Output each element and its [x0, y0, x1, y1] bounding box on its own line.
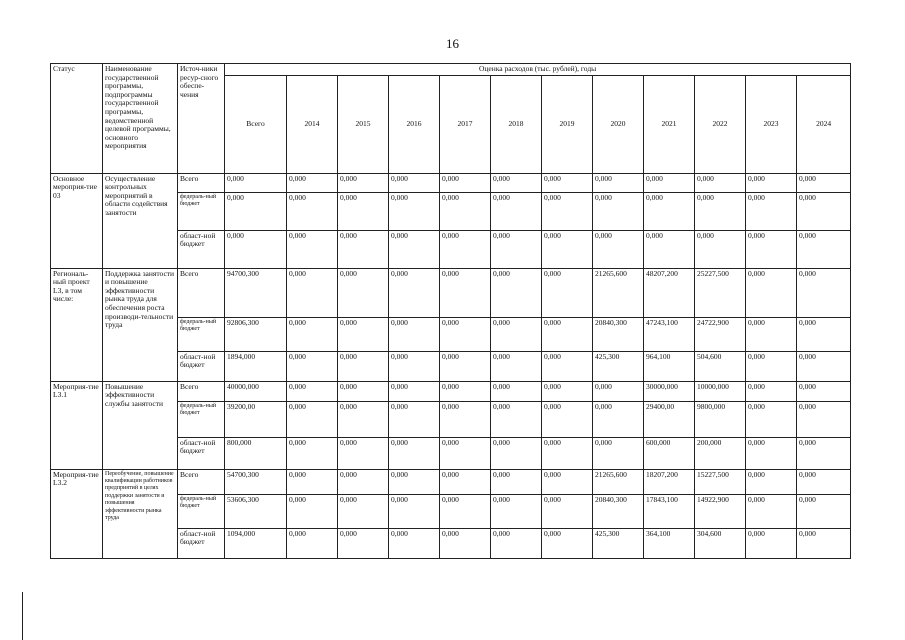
total-value-cell: 40000,000	[225, 381, 287, 401]
year-value-cell: 0,000	[338, 268, 389, 317]
year-value-cell: 425,300	[593, 351, 644, 381]
year-value-cell: 0,000	[287, 192, 338, 230]
header-status: Статус	[51, 64, 103, 174]
header-name: Наименование государственной программы, подпрограммы государственной программы, ведомственной целевой программы, основного мероприятия	[103, 64, 178, 174]
year-value-cell: 15227,500	[695, 469, 746, 494]
year-value-cell: 0,000	[797, 230, 851, 268]
year-value-cell: 25227,500	[695, 268, 746, 317]
year-value-cell: 9800,000	[695, 401, 746, 437]
header-row	[51, 64, 851, 76]
year-value-cell: 0,000	[287, 381, 338, 401]
status-cell: Региональ-ный проект L3, в том числе:	[51, 268, 103, 381]
source-cell: област-ной бюджет	[178, 437, 225, 469]
year-value-cell: 48207,200	[644, 268, 695, 317]
year-value-cell: 0,000	[338, 494, 389, 528]
year-value-cell: 425,300	[593, 528, 644, 558]
table-row	[51, 173, 851, 192]
year-value-cell: 0,000	[389, 192, 440, 230]
total-value-cell: 54700,300	[225, 469, 287, 494]
year-value-cell: 0,000	[746, 268, 797, 317]
source-cell: област-ной бюджет	[178, 351, 225, 381]
table-row	[51, 268, 851, 317]
year-value-cell: 0,000	[542, 381, 593, 401]
year-value-cell: 0,000	[542, 401, 593, 437]
year-value-cell: 0,000	[797, 494, 851, 528]
year-value-cell: 0,000	[491, 317, 542, 351]
year-value-cell: 0,000	[440, 230, 491, 268]
year-value-cell: 0,000	[593, 401, 644, 437]
year-value-cell: 0,000	[593, 437, 644, 469]
year-value-cell: 0,000	[491, 192, 542, 230]
year-value-cell: 0,000	[491, 528, 542, 558]
year-value-cell: 504,600	[695, 351, 746, 381]
year-value-cell: 0,000	[389, 268, 440, 317]
year-value-cell: 0,000	[338, 230, 389, 268]
program-name-cell: Переобучение, повышение квалификации работников предприятий в целях поддержки занятости и повышения эффективности рынка труда	[103, 469, 178, 558]
year-value-cell: 0,000	[542, 317, 593, 351]
year-value-cell: 0,000	[797, 192, 851, 230]
year-value-cell: 47243,100	[644, 317, 695, 351]
year-value-cell: 0,000	[797, 469, 851, 494]
table-row	[51, 381, 851, 401]
budget-body	[51, 173, 851, 558]
year-value-cell: 964,100	[644, 351, 695, 381]
year-value-cell: 0,000	[593, 192, 644, 230]
year-value-cell: 0,000	[440, 437, 491, 469]
year-value-cell: 0,000	[797, 268, 851, 317]
header-col: 2015	[338, 75, 389, 173]
header-estimate: Оценка расходов (тыс. рублей), годы	[225, 64, 851, 76]
year-value-cell: 0,000	[440, 494, 491, 528]
total-value-cell: 0,000	[225, 230, 287, 268]
year-value-cell: 0,000	[440, 317, 491, 351]
year-value-cell: 0,000	[542, 528, 593, 558]
year-value-cell: 0,000	[287, 469, 338, 494]
status-cell: Мероприя-тие L3.2	[51, 469, 103, 558]
year-value-cell: 0,000	[287, 494, 338, 528]
year-value-cell: 0,000	[593, 173, 644, 192]
status-cell: Мероприя-тие L3.1	[51, 381, 103, 469]
year-value-cell: 0,000	[542, 351, 593, 381]
year-value-cell: 0,000	[491, 230, 542, 268]
margin-line	[22, 592, 23, 640]
year-value-cell: 21265,600	[593, 268, 644, 317]
year-value-cell: 0,000	[389, 230, 440, 268]
year-value-cell: 0,000	[542, 268, 593, 317]
year-value-cell: 0,000	[440, 381, 491, 401]
year-value-cell: 0,000	[287, 268, 338, 317]
year-value-cell: 0,000	[338, 173, 389, 192]
year-value-cell: 0,000	[389, 528, 440, 558]
page-number: 16	[446, 36, 459, 51]
year-value-cell: 0,000	[440, 528, 491, 558]
source-cell: Всего	[178, 173, 225, 192]
year-value-cell: 0,000	[797, 401, 851, 437]
year-value-cell: 0,000	[542, 469, 593, 494]
header-col: 2017	[440, 75, 491, 173]
year-value-cell: 200,000	[695, 437, 746, 469]
year-value-cell: 17843,100	[644, 494, 695, 528]
header-col: 2020	[593, 75, 644, 173]
year-value-cell: 0,000	[491, 494, 542, 528]
year-value-cell: 0,000	[338, 351, 389, 381]
year-value-cell: 18207,200	[644, 469, 695, 494]
year-value-cell: 10000,000	[695, 381, 746, 401]
year-value-cell: 0,000	[797, 351, 851, 381]
year-value-cell: 0,000	[338, 192, 389, 230]
total-value-cell: 94700,300	[225, 268, 287, 317]
program-name-cell: Повышение эффективности службы занятости	[103, 381, 178, 469]
header-col: 2019	[542, 75, 593, 173]
year-value-cell: 0,000	[440, 192, 491, 230]
budget-table	[50, 63, 851, 559]
year-value-cell: 0,000	[797, 528, 851, 558]
source-cell: Всего	[178, 381, 225, 401]
year-value-cell: 20840,300	[593, 494, 644, 528]
year-value-cell: 21265,600	[593, 469, 644, 494]
year-value-cell: 0,000	[440, 401, 491, 437]
year-value-cell: 0,000	[440, 351, 491, 381]
year-value-cell: 0,000	[797, 317, 851, 351]
year-value-cell: 0,000	[797, 381, 851, 401]
year-value-cell: 0,000	[338, 469, 389, 494]
year-value-cell: 14922,900	[695, 494, 746, 528]
header-col: 2022	[695, 75, 746, 173]
year-value-cell: 0,000	[746, 469, 797, 494]
year-value-cell: 0,000	[389, 317, 440, 351]
year-value-cell: 0,000	[338, 528, 389, 558]
year-value-cell: 0,000	[746, 437, 797, 469]
total-value-cell: 1894,000	[225, 351, 287, 381]
status-cell: Основное мероприя-тие 03	[51, 173, 103, 268]
source-cell: федераль-ный бюджет	[178, 494, 225, 528]
year-value-cell: 0,000	[491, 268, 542, 317]
header-source: Источ-ники ресур-сного обеспе-чения	[178, 64, 225, 174]
year-value-cell: 0,000	[542, 437, 593, 469]
total-value-cell: 0,000	[225, 192, 287, 230]
year-value-cell: 0,000	[746, 230, 797, 268]
total-value-cell: 39200,00	[225, 401, 287, 437]
header-col: Всего	[225, 75, 287, 173]
year-value-cell: 0,000	[644, 230, 695, 268]
year-value-cell: 0,000	[287, 230, 338, 268]
year-value-cell: 0,000	[491, 469, 542, 494]
year-value-cell: 0,000	[389, 494, 440, 528]
year-value-cell: 0,000	[542, 192, 593, 230]
year-value-cell: 0,000	[797, 173, 851, 192]
year-value-cell: 24722,900	[695, 317, 746, 351]
year-value-cell: 0,000	[695, 230, 746, 268]
year-value-cell: 0,000	[746, 381, 797, 401]
year-value-cell: 0,000	[491, 401, 542, 437]
year-value-cell: 364,100	[644, 528, 695, 558]
year-value-cell: 0,000	[287, 437, 338, 469]
year-value-cell: 0,000	[746, 494, 797, 528]
year-value-cell: 0,000	[491, 351, 542, 381]
year-value-cell: 0,000	[491, 381, 542, 401]
source-cell: федераль-ный бюджет	[178, 401, 225, 437]
total-value-cell: 53606,300	[225, 494, 287, 528]
year-value-cell: 0,000	[287, 173, 338, 192]
year-value-cell: 0,000	[746, 173, 797, 192]
year-value-cell: 0,000	[389, 351, 440, 381]
year-value-cell: 0,000	[746, 401, 797, 437]
table-row	[51, 469, 851, 494]
header-col: 2021	[644, 75, 695, 173]
total-value-cell: 1094,000	[225, 528, 287, 558]
year-value-cell: 0,000	[287, 401, 338, 437]
program-name-cell: Осуществление контрольных мероприятий в области содействия занятости	[103, 173, 178, 268]
total-value-cell: 92806,300	[225, 317, 287, 351]
year-value-cell: 30000,000	[644, 381, 695, 401]
source-cell: Всего	[178, 469, 225, 494]
year-value-cell: 0,000	[389, 437, 440, 469]
year-value-cell: 0,000	[746, 317, 797, 351]
year-value-cell: 600,000	[644, 437, 695, 469]
year-value-cell: 0,000	[542, 494, 593, 528]
header-col: 2018	[491, 75, 542, 173]
year-value-cell: 0,000	[389, 381, 440, 401]
year-value-cell: 0,000	[593, 381, 644, 401]
source-cell: област-ной бюджет	[178, 230, 225, 268]
year-value-cell: 0,000	[389, 401, 440, 437]
year-value-cell: 0,000	[389, 173, 440, 192]
year-value-cell: 0,000	[695, 192, 746, 230]
year-value-cell: 0,000	[746, 351, 797, 381]
header-col: 2016	[389, 75, 440, 173]
total-value-cell: 0,000	[225, 173, 287, 192]
year-value-cell: 0,000	[338, 437, 389, 469]
year-value-cell: 0,000	[644, 173, 695, 192]
source-cell: област-ной бюджет	[178, 528, 225, 558]
header-col: 2023	[746, 75, 797, 173]
header-col: 2014	[287, 75, 338, 173]
source-cell: Всего	[178, 268, 225, 317]
year-value-cell: 0,000	[440, 469, 491, 494]
year-value-cell: 0,000	[746, 192, 797, 230]
year-value-cell: 0,000	[389, 469, 440, 494]
year-value-cell: 0,000	[491, 437, 542, 469]
year-value-cell: 0,000	[338, 401, 389, 437]
year-value-cell: 20840,300	[593, 317, 644, 351]
source-cell: федераль-ный бюджет	[178, 192, 225, 230]
year-value-cell: 0,000	[746, 528, 797, 558]
year-value-cell: 0,000	[440, 268, 491, 317]
year-value-cell: 0,000	[797, 437, 851, 469]
year-value-cell: 0,000	[542, 173, 593, 192]
header-col: 2024	[797, 75, 851, 173]
year-value-cell: 304,600	[695, 528, 746, 558]
year-value-cell: 0,000	[287, 317, 338, 351]
year-value-cell: 0,000	[695, 173, 746, 192]
year-value-cell: 0,000	[338, 317, 389, 351]
program-name-cell: Поддержка занятости и повышение эффективности рынка труда для обеспечения роста производи-тельности труда	[103, 268, 178, 381]
year-value-cell: 0,000	[491, 173, 542, 192]
year-value-cell: 0,000	[287, 528, 338, 558]
year-value-cell: 0,000	[593, 230, 644, 268]
source-cell: федераль-ный бюджет	[178, 317, 225, 351]
total-value-cell: 800,000	[225, 437, 287, 469]
year-value-cell: 0,000	[542, 230, 593, 268]
year-value-cell: 0,000	[440, 173, 491, 192]
year-value-cell: 29400,00	[644, 401, 695, 437]
year-value-cell: 0,000	[644, 192, 695, 230]
year-value-cell: 0,000	[287, 351, 338, 381]
year-value-cell: 0,000	[338, 381, 389, 401]
